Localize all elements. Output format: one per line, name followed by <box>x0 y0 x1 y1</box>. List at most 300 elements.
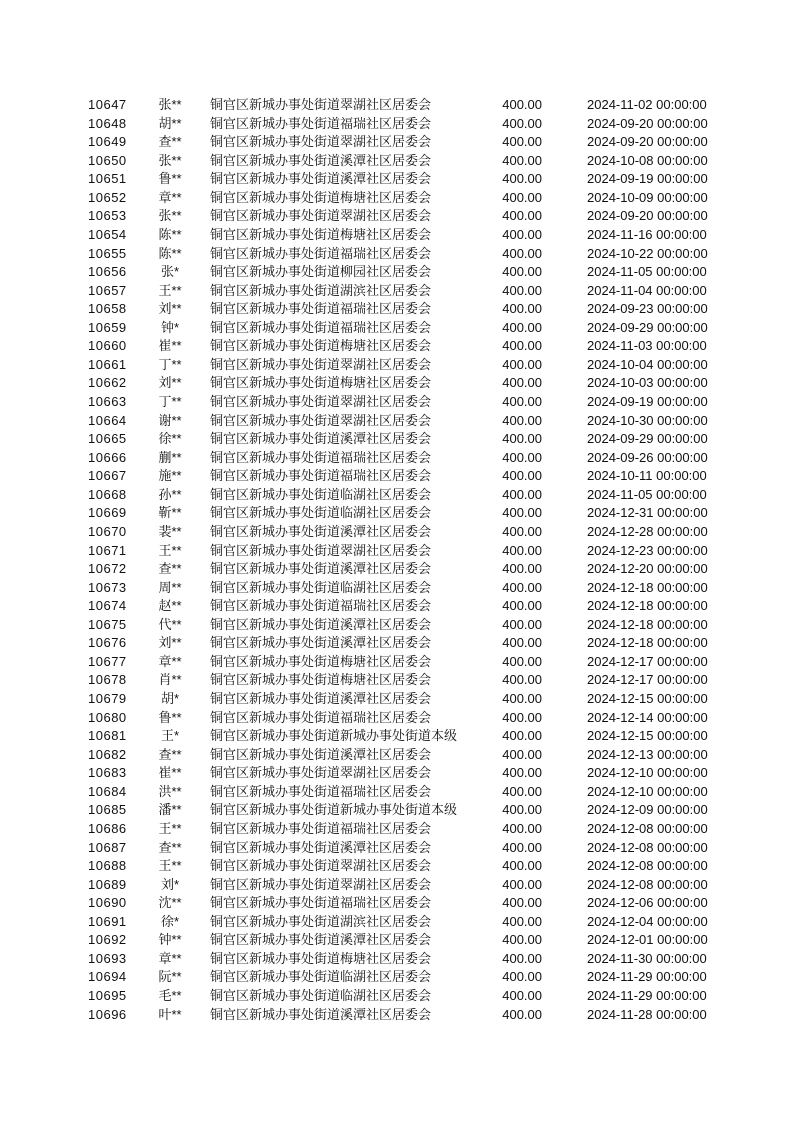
date-cell: 2024-12-17 00:00:00 <box>587 672 708 688</box>
amount-cell: 400.00 <box>502 542 542 558</box>
organization-cell: 铜官区新城办事处街道溪潭社区居委会 <box>210 523 432 539</box>
record-id-cell: 10688 <box>88 858 127 874</box>
person-name-cell: 肖** <box>158 672 182 688</box>
organization-cell: 铜官区新城办事处街道溪潭社区居委会 <box>210 431 432 447</box>
record-id-cell: 10665 <box>88 431 127 447</box>
amount-cell: 400.00 <box>502 616 542 632</box>
person-name-cell: 钟** <box>158 932 182 948</box>
date-cell: 2024-12-14 00:00:00 <box>587 709 708 725</box>
person-name-cell: 陈** <box>158 245 182 261</box>
record-id-cell: 10693 <box>88 950 127 966</box>
date-cell: 2024-12-28 00:00:00 <box>587 523 708 539</box>
date-cell: 2024-09-19 00:00:00 <box>587 171 708 187</box>
record-id-cell: 10683 <box>88 765 127 781</box>
person-name-cell: 代** <box>158 616 182 632</box>
organization-cell: 铜官区新城办事处街道梅塘社区居委会 <box>210 226 432 242</box>
amount-cell: 400.00 <box>502 208 542 224</box>
record-id-cell: 10649 <box>88 134 127 150</box>
amount-cell: 400.00 <box>502 672 542 688</box>
organization-cell: 铜官区新城办事处街道柳园社区居委会 <box>210 264 432 280</box>
organization-cell: 铜官区新城办事处街道新城办事处街道本级 <box>210 802 458 818</box>
organization-cell: 铜官区新城办事处街道翠湖社区居委会 <box>210 858 432 874</box>
table-row <box>0 467 793 486</box>
date-cell: 2024-12-06 00:00:00 <box>587 895 708 911</box>
record-id-cell: 10659 <box>88 319 127 335</box>
date-cell: 2024-11-30 00:00:00 <box>587 950 707 966</box>
table-row <box>0 839 793 858</box>
date-cell: 2024-09-20 00:00:00 <box>587 134 708 150</box>
record-id-cell: 10695 <box>88 988 127 1003</box>
record-id-cell: 10672 <box>88 561 127 577</box>
table-row <box>0 356 793 375</box>
person-name-cell: 徐* <box>160 913 180 929</box>
person-name-cell: 王** <box>158 282 182 298</box>
person-name-cell: 章** <box>158 653 182 669</box>
amount-cell: 400.00 <box>502 412 542 428</box>
organization-cell: 铜官区新城办事处街道梅塘社区居委会 <box>210 375 432 391</box>
person-name-cell: 王** <box>158 858 182 874</box>
organization-cell: 铜官区新城办事处街道溪潭社区居委会 <box>210 746 432 762</box>
table-row <box>0 504 793 523</box>
organization-cell: 铜官区新城办事处街道福瑞社区居委会 <box>210 301 432 317</box>
table-row <box>0 263 793 282</box>
person-name-cell: 刘** <box>158 635 182 651</box>
record-id-cell: 10653 <box>88 208 127 224</box>
date-cell: 2024-09-26 00:00:00 <box>587 449 708 465</box>
table-row <box>0 430 793 449</box>
organization-cell: 铜官区新城办事处街道福瑞社区居委会 <box>210 449 432 465</box>
amount-cell: 400.00 <box>502 728 542 744</box>
record-id-cell: 10670 <box>88 523 127 539</box>
table-row <box>0 337 793 356</box>
date-cell: 2024-12-08 00:00:00 <box>587 820 708 836</box>
amount-cell: 400.00 <box>502 319 542 335</box>
amount-cell: 400.00 <box>502 969 542 985</box>
organization-cell: 铜官区新城办事处街道福瑞社区居委会 <box>210 245 432 261</box>
table-row <box>0 393 793 412</box>
organization-cell: 铜官区新城办事处街道临湖社区居委会 <box>210 579 432 595</box>
table-row <box>0 300 793 319</box>
date-cell: 2024-11-05 00:00:00 <box>587 264 707 280</box>
table-row <box>0 207 793 226</box>
person-name-cell: 查** <box>158 746 182 762</box>
amount-cell: 400.00 <box>502 598 542 614</box>
organization-cell: 铜官区新城办事处街道福瑞社区居委会 <box>210 820 432 836</box>
record-id-cell: 10696 <box>88 1006 127 1022</box>
amount-cell: 400.00 <box>502 876 542 892</box>
date-cell: 2024-12-23 00:00:00 <box>587 542 708 558</box>
organization-cell: 铜官区新城办事处街道福瑞社区居委会 <box>210 598 432 614</box>
table-row <box>0 653 793 672</box>
date-cell: 2024-12-15 00:00:00 <box>587 691 708 706</box>
person-name-cell: 王* <box>160 728 180 744</box>
person-name-cell: 丁** <box>158 394 182 409</box>
table-row <box>0 746 793 765</box>
date-cell: 2024-12-09 00:00:00 <box>587 802 708 818</box>
record-id-cell: 10669 <box>88 505 127 521</box>
organization-cell: 铜官区新城办事处街道翠湖社区居委会 <box>210 356 432 372</box>
record-id-cell: 10691 <box>88 913 127 929</box>
organization-cell: 铜官区新城办事处街道溪潭社区居委会 <box>210 561 432 577</box>
amount-cell: 400.00 <box>502 505 542 521</box>
record-id-cell: 10656 <box>88 264 127 280</box>
table-row <box>0 709 793 728</box>
amount-cell: 400.00 <box>502 913 542 929</box>
amount-cell: 400.00 <box>502 97 542 112</box>
person-name-cell: 赵** <box>158 598 182 614</box>
organization-cell: 铜官区新城办事处街道翠湖社区居委会 <box>210 412 432 428</box>
person-name-cell: 刘** <box>158 375 182 391</box>
organization-cell: 铜官区新城办事处街道翠湖社区居委会 <box>210 765 432 781</box>
table-row <box>0 245 793 264</box>
person-name-cell: 王** <box>158 542 182 558</box>
person-name-cell: 阮** <box>158 969 182 985</box>
organization-cell: 铜官区新城办事处街道溪潭社区居委会 <box>210 635 432 651</box>
date-cell: 2024-12-10 00:00:00 <box>587 783 708 799</box>
person-name-cell: 靳** <box>158 505 182 521</box>
organization-cell: 铜官区新城办事处街道溪潭社区居委会 <box>210 616 432 632</box>
organization-cell: 铜官区新城办事处街道溪潭社区居委会 <box>210 171 432 187</box>
amount-cell: 400.00 <box>502 264 542 280</box>
date-cell: 2024-10-30 00:00:00 <box>587 412 708 428</box>
table-row <box>0 374 793 393</box>
date-cell: 2024-11-29 00:00:00 <box>587 988 707 1003</box>
table-row <box>0 226 793 245</box>
record-id-cell: 10675 <box>88 616 127 632</box>
person-name-cell: 胡* <box>160 691 180 706</box>
record-id-cell: 10655 <box>88 245 127 261</box>
organization-cell: 铜官区新城办事处街道溪潭社区居委会 <box>210 839 432 855</box>
amount-cell: 400.00 <box>502 579 542 595</box>
date-cell: 2024-12-18 00:00:00 <box>587 579 708 595</box>
amount-cell: 400.00 <box>502 988 542 1003</box>
date-cell: 2024-12-18 00:00:00 <box>587 598 708 614</box>
table-row <box>0 152 793 171</box>
organization-cell: 铜官区新城办事处街道梅塘社区居委会 <box>210 338 432 354</box>
amount-cell: 400.00 <box>502 134 542 150</box>
record-id-cell: 10685 <box>88 802 127 818</box>
record-id-cell: 10676 <box>88 635 127 651</box>
person-name-cell: 周** <box>158 579 182 595</box>
organization-cell: 铜官区新城办事处街道福瑞社区居委会 <box>210 468 432 484</box>
person-name-cell: 沈** <box>158 895 182 911</box>
date-cell: 2024-09-29 00:00:00 <box>587 431 708 447</box>
record-id-cell: 10664 <box>88 412 127 428</box>
date-cell: 2024-09-19 00:00:00 <box>587 394 708 409</box>
amount-cell: 400.00 <box>502 783 542 799</box>
amount-cell: 400.00 <box>502 820 542 836</box>
record-id-cell: 10662 <box>88 375 127 391</box>
organization-cell: 铜官区新城办事处街道溪潭社区居委会 <box>210 152 432 168</box>
person-name-cell: 张** <box>158 97 182 112</box>
person-name-cell: 毛** <box>158 988 182 1003</box>
date-cell: 2024-10-22 00:00:00 <box>587 245 708 261</box>
date-cell: 2024-12-04 00:00:00 <box>587 913 708 929</box>
record-id-cell: 10663 <box>88 394 127 409</box>
amount-cell: 400.00 <box>502 394 542 409</box>
amount-cell: 400.00 <box>502 709 542 725</box>
person-name-cell: 崔** <box>158 765 182 781</box>
record-id-cell: 10657 <box>88 282 127 298</box>
amount-cell: 400.00 <box>502 523 542 539</box>
person-name-cell: 章** <box>158 189 182 205</box>
person-name-cell: 施** <box>158 468 182 484</box>
person-name-cell: 陈** <box>158 226 182 242</box>
record-id-cell: 10692 <box>88 932 127 948</box>
amount-cell: 400.00 <box>502 245 542 261</box>
record-id-cell: 10673 <box>88 579 127 595</box>
record-id-cell: 10677 <box>88 653 127 669</box>
date-cell: 2024-12-18 00:00:00 <box>587 635 708 651</box>
date-cell: 2024-10-03 00:00:00 <box>587 375 708 391</box>
record-id-cell: 10654 <box>88 226 127 242</box>
person-name-cell: 王** <box>158 820 182 836</box>
table-row <box>0 1006 793 1025</box>
person-name-cell: 洪** <box>158 783 182 799</box>
date-cell: 2024-09-23 00:00:00 <box>587 301 708 317</box>
organization-cell: 铜官区新城办事处街道临湖社区居委会 <box>210 505 432 521</box>
table-row <box>0 968 793 987</box>
date-cell: 2024-12-13 00:00:00 <box>587 746 708 762</box>
organization-cell: 铜官区新城办事处街道湖滨社区居委会 <box>210 282 432 298</box>
amount-cell: 400.00 <box>502 486 542 502</box>
records-table <box>0 96 793 1024</box>
date-cell: 2024-11-05 00:00:00 <box>587 486 707 502</box>
date-cell: 2024-12-31 00:00:00 <box>587 505 708 521</box>
table-row <box>0 597 793 616</box>
amount-cell: 400.00 <box>502 171 542 187</box>
date-cell: 2024-10-08 00:00:00 <box>587 152 708 168</box>
table-row <box>0 616 793 635</box>
organization-cell: 铜官区新城办事处街道临湖社区居委会 <box>210 988 432 1003</box>
organization-cell: 铜官区新城办事处街道翠湖社区居委会 <box>210 542 432 558</box>
person-name-cell: 蒯** <box>158 449 182 465</box>
person-name-cell: 胡** <box>158 115 182 131</box>
organization-cell: 铜官区新城办事处街道福瑞社区居委会 <box>210 895 432 911</box>
date-cell: 2024-09-20 00:00:00 <box>587 115 708 131</box>
table-row <box>0 913 793 932</box>
organization-cell: 铜官区新城办事处街道福瑞社区居委会 <box>210 783 432 799</box>
record-id-cell: 10686 <box>88 820 127 836</box>
date-cell: 2024-12-20 00:00:00 <box>587 561 708 577</box>
table-row <box>0 931 793 950</box>
organization-cell: 铜官区新城办事处街道福瑞社区居委会 <box>210 115 432 131</box>
person-name-cell: 刘** <box>158 301 182 317</box>
person-name-cell: 崔** <box>158 338 182 354</box>
table-row <box>0 133 793 152</box>
date-cell: 2024-11-28 00:00:00 <box>587 1006 707 1022</box>
person-name-cell: 丁** <box>158 356 182 372</box>
amount-cell: 400.00 <box>502 653 542 669</box>
person-name-cell: 鲁** <box>158 171 182 187</box>
amount-cell: 400.00 <box>502 839 542 855</box>
table-row <box>0 801 793 820</box>
date-cell: 2024-12-08 00:00:00 <box>587 858 708 874</box>
table-row <box>0 319 793 338</box>
record-id-cell: 10651 <box>88 171 127 187</box>
table-row <box>0 486 793 505</box>
amount-cell: 400.00 <box>502 932 542 948</box>
record-id-cell: 10679 <box>88 691 127 706</box>
table-row <box>0 690 793 709</box>
record-id-cell: 10687 <box>88 839 127 855</box>
person-name-cell: 鲁** <box>158 709 182 725</box>
date-cell: 2024-09-29 00:00:00 <box>587 319 708 335</box>
table-row <box>0 170 793 189</box>
date-cell: 2024-12-18 00:00:00 <box>587 616 708 632</box>
table-row <box>0 876 793 895</box>
record-id-cell: 10671 <box>88 542 127 558</box>
record-id-cell: 10666 <box>88 449 127 465</box>
person-name-cell: 查** <box>158 839 182 855</box>
table-row <box>0 950 793 969</box>
person-name-cell: 孙** <box>158 486 182 502</box>
amount-cell: 400.00 <box>502 189 542 205</box>
organization-cell: 铜官区新城办事处街道溪潭社区居委会 <box>210 1006 432 1022</box>
record-id-cell: 10667 <box>88 468 127 484</box>
person-name-cell: 张** <box>158 152 182 168</box>
person-name-cell: 裴** <box>158 523 182 539</box>
table-row <box>0 783 793 802</box>
amount-cell: 400.00 <box>502 152 542 168</box>
record-id-cell: 10690 <box>88 895 127 911</box>
date-cell: 2024-12-15 00:00:00 <box>587 728 708 744</box>
date-cell: 2024-11-02 00:00:00 <box>587 97 707 112</box>
amount-cell: 400.00 <box>502 691 542 706</box>
amount-cell: 400.00 <box>502 950 542 966</box>
person-name-cell: 查** <box>158 134 182 150</box>
table-row <box>0 523 793 542</box>
organization-cell: 铜官区新城办事处街道溪潭社区居委会 <box>210 932 432 948</box>
record-id-cell: 10658 <box>88 301 127 317</box>
organization-cell: 铜官区新城办事处街道梅塘社区居委会 <box>210 672 432 688</box>
organization-cell: 铜官区新城办事处街道梅塘社区居委会 <box>210 189 432 205</box>
record-id-cell: 10682 <box>88 746 127 762</box>
date-cell: 2024-11-03 00:00:00 <box>587 338 707 354</box>
table-row <box>0 894 793 913</box>
date-cell: 2024-12-08 00:00:00 <box>587 876 708 892</box>
amount-cell: 400.00 <box>502 802 542 818</box>
person-name-cell: 章** <box>158 950 182 966</box>
record-id-cell: 10661 <box>88 356 127 372</box>
person-name-cell: 徐** <box>158 431 182 447</box>
record-id-cell: 10647 <box>88 97 127 112</box>
organization-cell: 铜官区新城办事处街道梅塘社区居委会 <box>210 653 432 669</box>
date-cell: 2024-11-29 00:00:00 <box>587 969 707 985</box>
table-row <box>0 579 793 598</box>
organization-cell: 铜官区新城办事处街道翠湖社区居委会 <box>210 97 432 112</box>
amount-cell: 400.00 <box>502 468 542 484</box>
amount-cell: 400.00 <box>502 746 542 762</box>
organization-cell: 铜官区新城办事处街道翠湖社区居委会 <box>210 134 432 150</box>
table-row <box>0 449 793 468</box>
record-id-cell: 10689 <box>88 876 127 892</box>
organization-cell: 铜官区新城办事处街道临湖社区居委会 <box>210 969 432 985</box>
date-cell: 2024-12-17 00:00:00 <box>587 653 708 669</box>
amount-cell: 400.00 <box>502 765 542 781</box>
amount-cell: 400.00 <box>502 1006 542 1022</box>
person-name-cell: 张* <box>160 264 180 280</box>
person-name-cell: 叶** <box>158 1006 182 1022</box>
amount-cell: 400.00 <box>502 635 542 651</box>
table-row <box>0 189 793 208</box>
table-row <box>0 96 793 115</box>
record-id-cell: 10684 <box>88 783 127 799</box>
organization-cell: 铜官区新城办事处街道新城办事处街道本级 <box>210 728 458 744</box>
date-cell: 2024-11-16 00:00:00 <box>587 226 707 242</box>
record-id-cell: 10674 <box>88 598 127 614</box>
table-row <box>0 282 793 301</box>
organization-cell: 铜官区新城办事处街道福瑞社区居委会 <box>210 709 432 725</box>
person-name-cell: 刘* <box>160 876 180 892</box>
person-name-cell: 潘** <box>158 802 182 818</box>
table-row <box>0 671 793 690</box>
organization-cell: 铜官区新城办事处街道翠湖社区居委会 <box>210 208 432 224</box>
date-cell: 2024-10-09 00:00:00 <box>587 189 708 205</box>
table-row <box>0 634 793 653</box>
person-name-cell: 查** <box>158 561 182 577</box>
date-cell: 2024-12-10 00:00:00 <box>587 765 708 781</box>
record-id-cell: 10650 <box>88 152 127 168</box>
table-row <box>0 820 793 839</box>
organization-cell: 铜官区新城办事处街道溪潭社区居委会 <box>210 691 432 706</box>
organization-cell: 铜官区新城办事处街道福瑞社区居委会 <box>210 319 432 335</box>
person-name-cell: 张** <box>158 208 182 224</box>
record-id-cell: 10660 <box>88 338 127 354</box>
date-cell: 2024-12-08 00:00:00 <box>587 839 708 855</box>
organization-cell: 铜官区新城办事处街道梅塘社区居委会 <box>210 950 432 966</box>
person-name-cell: 谢** <box>158 412 182 428</box>
amount-cell: 400.00 <box>502 561 542 577</box>
record-id-cell: 10668 <box>88 486 127 502</box>
record-id-cell: 10652 <box>88 189 127 205</box>
record-id-cell: 10681 <box>88 728 127 744</box>
date-cell: 2024-11-04 00:00:00 <box>587 282 707 298</box>
amount-cell: 400.00 <box>502 338 542 354</box>
organization-cell: 铜官区新城办事处街道翠湖社区居委会 <box>210 876 432 892</box>
table-row <box>0 764 793 783</box>
amount-cell: 400.00 <box>502 858 542 874</box>
date-cell: 2024-09-20 00:00:00 <box>587 208 708 224</box>
table-row <box>0 857 793 876</box>
table-row <box>0 115 793 134</box>
record-id-cell: 10680 <box>88 709 127 725</box>
amount-cell: 400.00 <box>502 356 542 372</box>
date-cell: 2024-10-04 00:00:00 <box>587 356 708 372</box>
organization-cell: 铜官区新城办事处街道翠湖社区居委会 <box>210 394 432 409</box>
amount-cell: 400.00 <box>502 115 542 131</box>
table-row <box>0 987 793 1006</box>
record-id-cell: 10648 <box>88 115 127 131</box>
table-row <box>0 727 793 746</box>
organization-cell: 铜官区新城办事处街道湖滨社区居委会 <box>210 913 432 929</box>
date-cell: 2024-12-01 00:00:00 <box>587 932 708 948</box>
organization-cell: 铜官区新城办事处街道临湖社区居委会 <box>210 486 432 502</box>
table-row <box>0 560 793 579</box>
amount-cell: 400.00 <box>502 375 542 391</box>
date-cell: 2024-10-11 00:00:00 <box>587 468 707 484</box>
table-row <box>0 542 793 561</box>
amount-cell: 400.00 <box>502 431 542 447</box>
amount-cell: 400.00 <box>502 282 542 298</box>
table-row <box>0 412 793 431</box>
amount-cell: 400.00 <box>502 226 542 242</box>
record-id-cell: 10694 <box>88 969 127 985</box>
person-name-cell: 钟* <box>160 319 180 335</box>
amount-cell: 400.00 <box>502 895 542 911</box>
record-id-cell: 10678 <box>88 672 127 688</box>
amount-cell: 400.00 <box>502 449 542 465</box>
